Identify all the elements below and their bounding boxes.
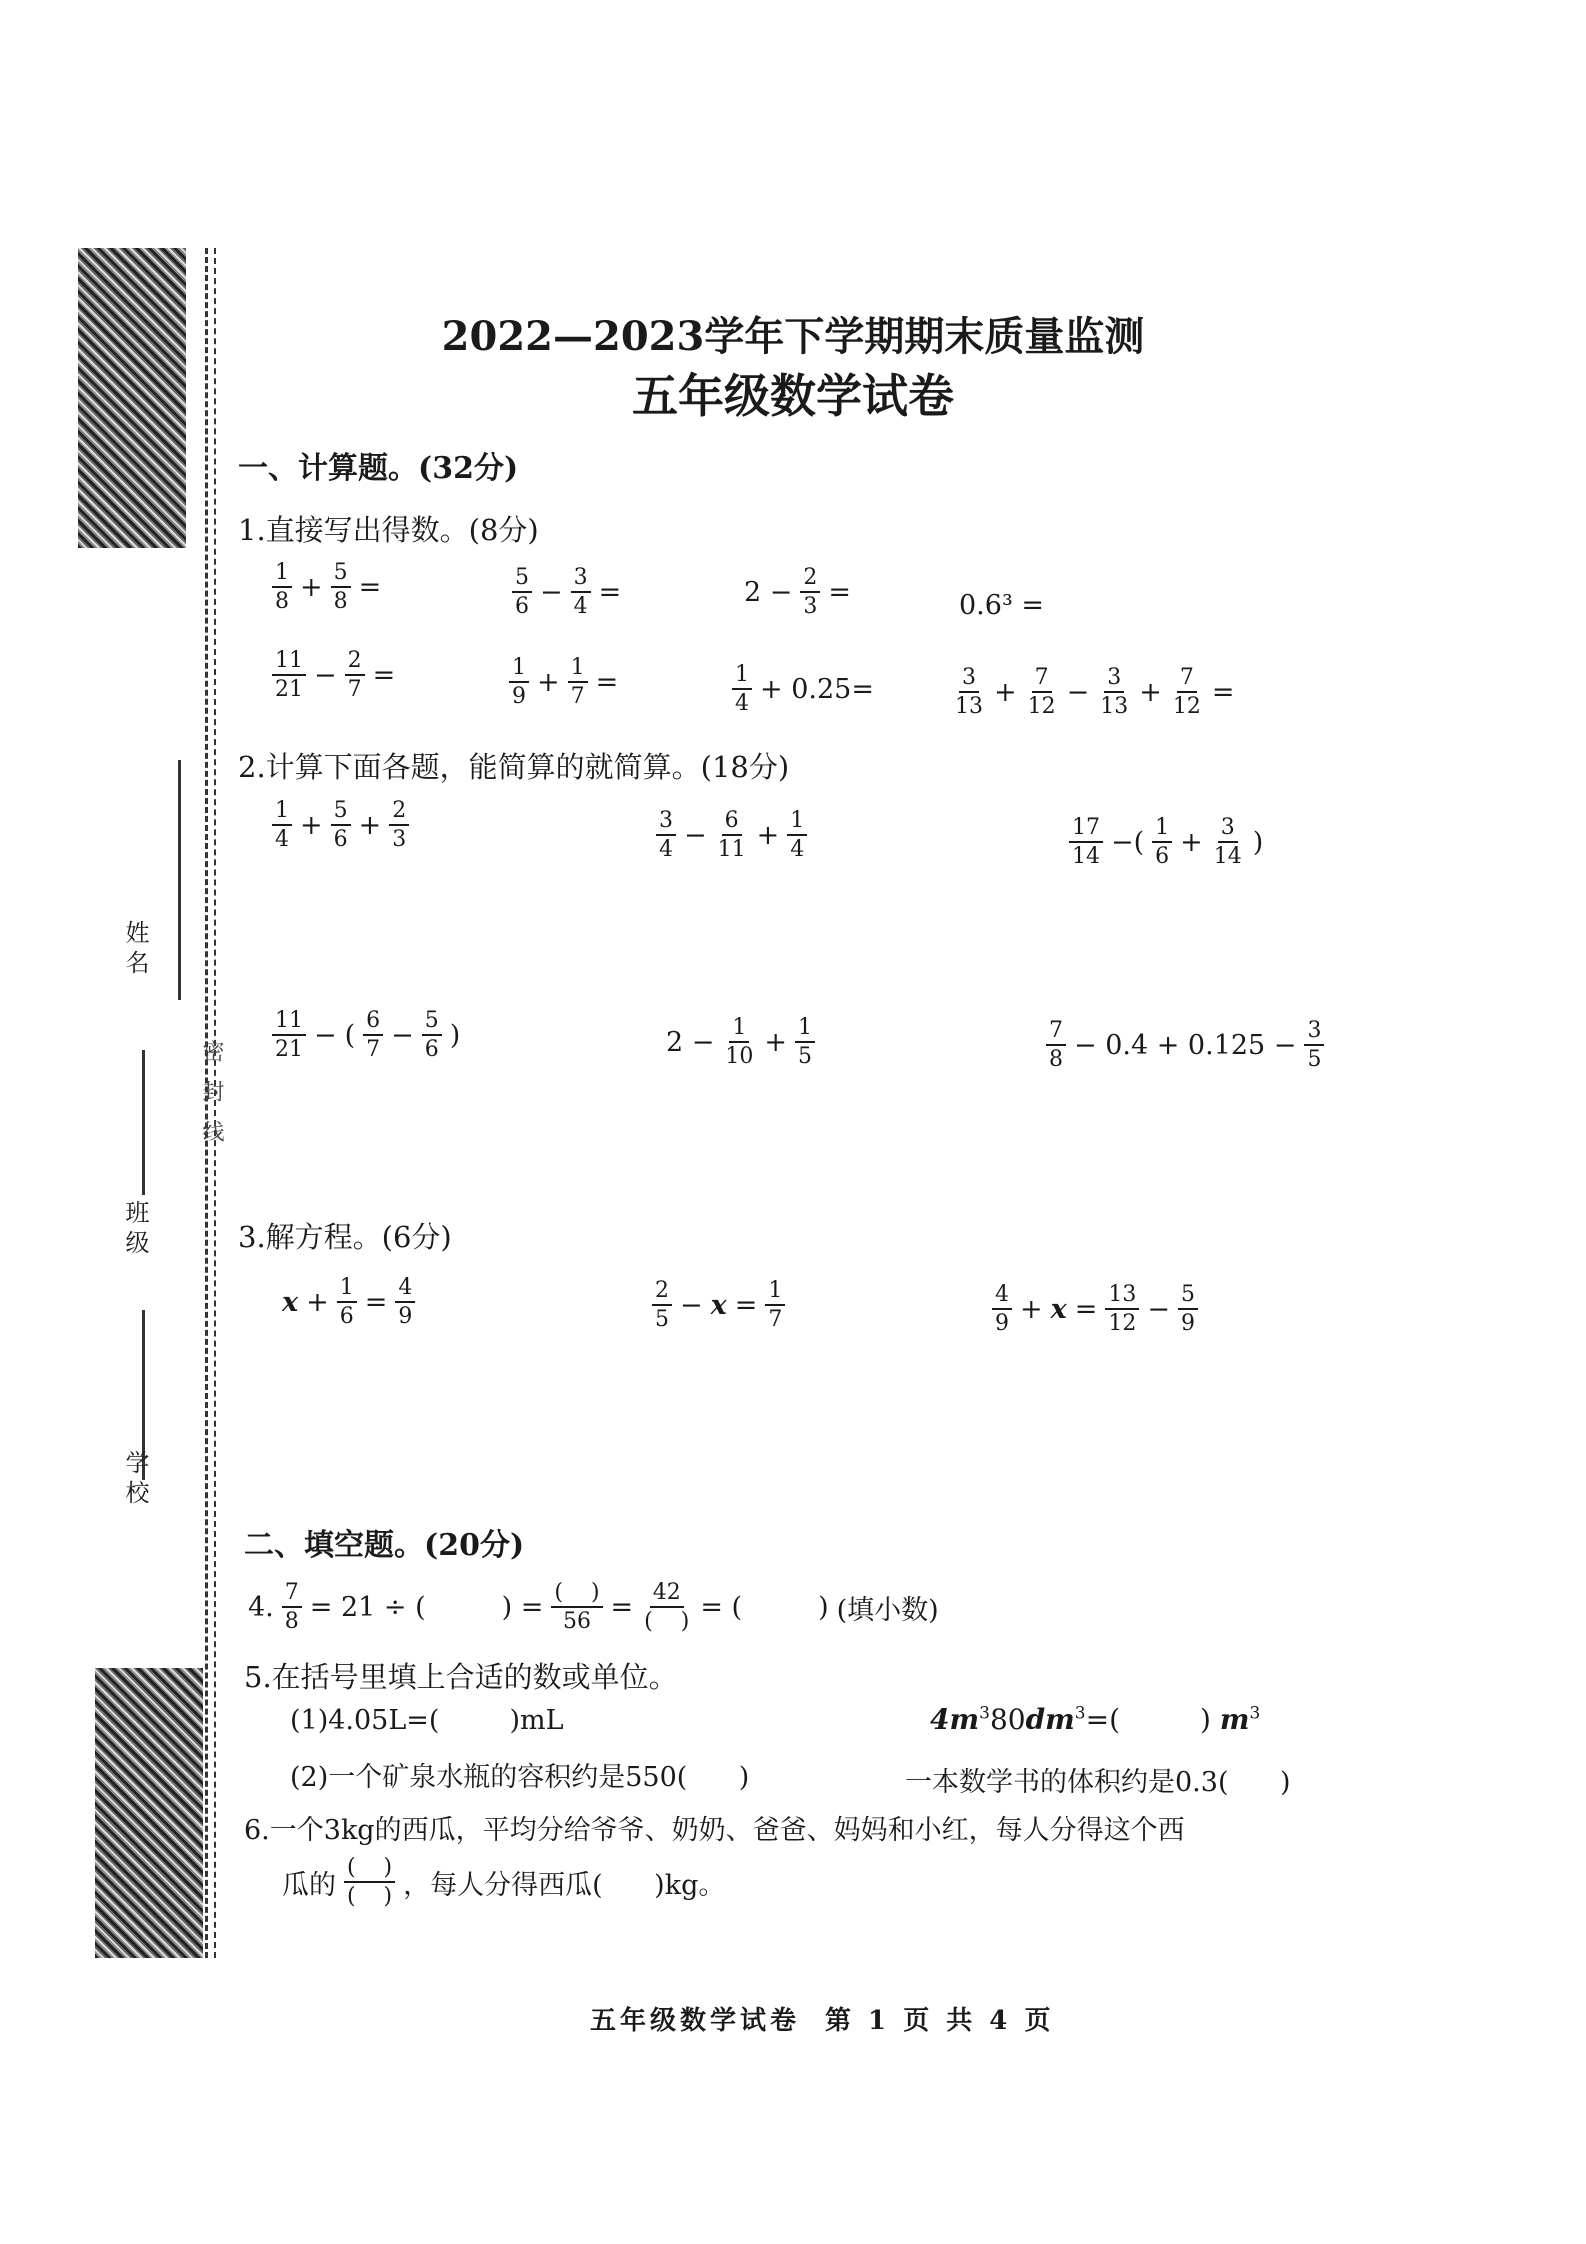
seal-line-label: 密封线 [199, 1040, 224, 1160]
footer-page-info: 第 1 页 共 4 页 [825, 2006, 1055, 2036]
section2-title: 二、填空题。(20分) [244, 1528, 525, 1563]
q2-expr-1: $\frac{1}{4}$ + $\frac{5}{6}$ + $\frac{2}{3}$ [268, 798, 413, 853]
q6-line1: 6.一个3kg的西瓜，平均分给爷爷、奶奶、爸爸、妈妈和小红，每人分得这个西 [244, 1815, 1185, 1846]
q2-expr-3: $\frac{17}{14}$ −( $\frac{1}{6}$ + $\frac{3}{14}$ ) [1065, 815, 1267, 870]
q5-item2a: (2)一个矿泉水瓶的容积约是550( ) [290, 1762, 750, 1793]
q5-title: 5.在括号里填上合适的数或单位。 [244, 1660, 678, 1694]
q1-eq-2: $\frac{5}{6}$ − $\frac{3}{4}$ = [508, 565, 625, 620]
class-label: 班级 [121, 1200, 149, 1260]
q5-item2b: 一本数学书的体积约是0.3( ) [905, 1767, 1291, 1798]
q2-expr-6: $\frac{7}{8}$ − 0.4 + 0.125 − $\frac{3}{5}$ [1042, 1018, 1328, 1073]
margin-underline-name [178, 760, 181, 1000]
q1-eq-5: $\frac{11}{21}$ − $\frac{2}{7}$ = [268, 648, 399, 703]
section1-title: 一、计算题。(32分) [238, 451, 519, 486]
q3-title: 3.解方程。(6分) [238, 1220, 452, 1254]
q1-eq-4: 0.6³ = [959, 590, 1044, 621]
school-label: 学校 [121, 1450, 149, 1510]
q3-eq-2: $\frac{2}{5}$ − x = $\frac{1}{7}$ [648, 1278, 789, 1333]
q2-expr-2: $\frac{3}{4}$ − $\frac{6}{11}$ + $\frac{1}{4}$ [652, 808, 811, 863]
name-label: 姓名 [121, 920, 149, 980]
q1-eq-8: $\frac{3}{13}$ + $\frac{7}{12}$ − $\frac{3}{13}$ + $\frac{7}{12}$ = [955, 665, 1235, 720]
q1-title: 1.直接写出得数。(8分) [238, 513, 539, 547]
hatched-band-bottom [95, 1668, 203, 1958]
q4-number: 4. [248, 1591, 274, 1623]
q2-title: 2.计算下面各题，能简算的就简算。(18分) [238, 750, 790, 784]
q1-eq-7: $\frac{1}{4}$ + 0.25= [728, 662, 878, 717]
margin-underline-class [142, 1050, 145, 1195]
q4-note: (填小数) [836, 1594, 939, 1626]
q1-eq-1: $\frac{1}{8}$ + $\frac{5}{8}$ = [268, 560, 385, 615]
q4-expression: 4. $\frac{7}{8}$ = 21 ÷ ( ) = $\frac{( )}{56}$ = $\frac{42}{( )}$ = ( ) (填小数) [248, 1580, 939, 1635]
q6-line2: 瓜的 $\frac{( )}{( )}$ ，每人分得西瓜( )kg。 [282, 1855, 726, 1910]
q5-item1b: $4m^380dm^3=$( ) $m^3$ [930, 1703, 1261, 1736]
exam-title-line2: 五年级数学试卷 [632, 369, 954, 423]
q1-eq-3: 2 − $\frac{2}{3}$ = [744, 565, 852, 620]
q6-fraction-blank[interactable]: $\frac{( )}{( )}$ [344, 1855, 395, 1910]
q5-item1a: (1)4.05L=( )mL [290, 1705, 564, 1736]
q2-expr-5: 2 − $\frac{1}{10}$ + $\frac{1}{5}$ [662, 1015, 819, 1070]
exam-title-line1: 2022—2023学年下学期期末质量监测 [441, 313, 1145, 360]
q3-eq-3: $\frac{4}{9}$ + x = $\frac{13}{12}$ − $\frac{5}{9}$ [988, 1282, 1202, 1337]
q3-eq-1: x + $\frac{1}{6}$ = $\frac{4}{9}$ [278, 1275, 419, 1330]
q2-expr-4: $\frac{11}{21}$ − ( $\frac{6}{7}$ − $\frac{5}{6}$ ) [268, 1008, 464, 1063]
q1-eq-6: $\frac{1}{9}$ + $\frac{1}{7}$ = [505, 655, 622, 710]
footer-subject: 五年级数学试卷 [590, 2006, 801, 2036]
